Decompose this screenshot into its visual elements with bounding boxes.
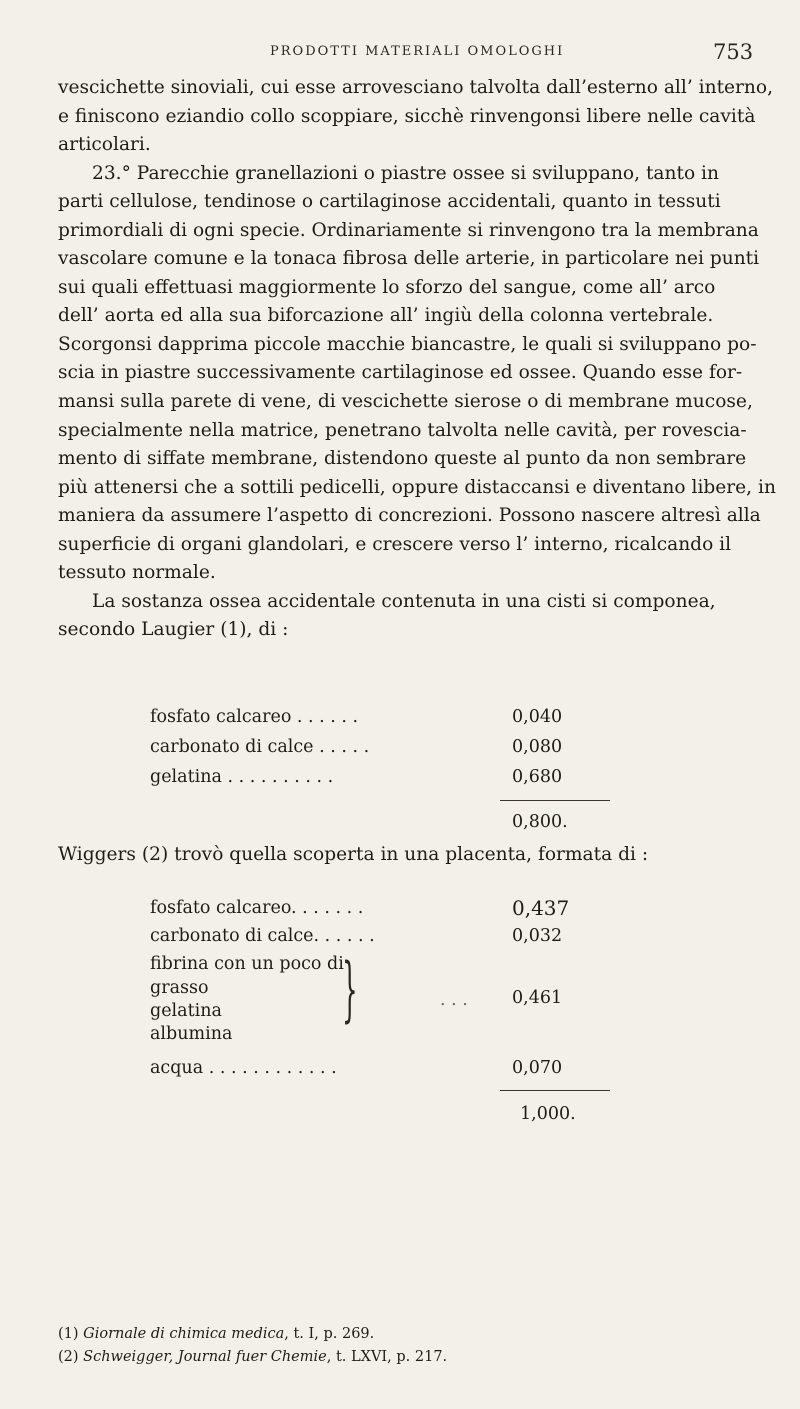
text-line: mansi sulla parete di vene, di vescichette sierose o di membrane mucose, [58, 391, 753, 413]
running-head: PRODOTTI MATERIALI OMOLOGHI [270, 44, 565, 59]
table-row [150, 898, 363, 918]
group-label: gelatina [150, 1001, 222, 1021]
text-line: secondo Laugier (1), di : [58, 619, 289, 641]
row-value: 0,437 [512, 896, 570, 920]
table-total: 1,000. [520, 1104, 576, 1124]
sum-rule [500, 1090, 610, 1091]
row-value: 0,032 [512, 926, 563, 946]
text-line: parti cellulose, tendinose o cartilaginose accidentali, quanto in tessuti [58, 191, 721, 213]
footnotes [58, 1323, 447, 1369]
table-row [150, 737, 369, 757]
group-value: 0,461 [512, 988, 563, 1008]
sum-rule [500, 800, 610, 801]
text-line: dell’ aorta ed alla sua biforcazione all’ ingiù della colonna vertebrale. [58, 305, 714, 327]
table-row [150, 767, 333, 787]
text-line: articolari. [58, 134, 151, 156]
row-label: carbonato di calce. . . . . . [150, 926, 375, 946]
text-line: vescichette sinoviali, cui esse arrovesciano talvolta dall’esterno all’ interno, [58, 77, 774, 98]
group-label: grasso [150, 978, 209, 998]
text-line: vascolare comune e la tonaca fibrosa delle arterie, in particolare nei punti [58, 248, 760, 270]
footnote-ref: , t. I, p. 269. [284, 1326, 375, 1342]
page-header [0, 40, 800, 68]
row-label: gelatina . . . . . . . . . . [150, 767, 334, 787]
text-line: La sostanza ossea accidentale contenuta in una cisti si componea, [92, 590, 716, 612]
row-value: 0,040 [512, 707, 563, 727]
text-line: sui quali effettuasi maggiormente lo sforzo del sangue, come all’ arco [58, 276, 716, 298]
body-text [58, 74, 776, 645]
curly-brace-icon: } [342, 948, 358, 1030]
text-line: e finiscono eziandio collo scoppiare, sicchè rinvengonsi libere nelle cavità [58, 105, 756, 127]
text-line: 23.° Parecchie granellazioni o piastre ossee si sviluppano, tanto in [92, 162, 719, 184]
group-label: fibrina con un poco di [150, 954, 344, 974]
table-total: 0,800. [512, 812, 568, 832]
row-label: acqua . . . . . . . . . . . . [150, 1058, 337, 1078]
row-value: 0,070 [512, 1058, 563, 1078]
footnote [58, 1323, 447, 1346]
footnote [58, 1346, 447, 1369]
wiggers-intro: Wiggers (2) trovò quella scoperta in una placenta, formata di : [58, 844, 649, 865]
text-line: più attenersi che a sottili pedicelli, oppure distaccansi e diventano libere, in [58, 476, 776, 498]
page-number: 753 [713, 40, 754, 64]
text-line: Scorgonsi dapprima piccole macchie biancastre, le quali si sviluppano po- [58, 333, 757, 355]
row-label: carbonato di calce . . . . . [150, 737, 370, 757]
text-line: scia in piastre successivamente cartilaginose ed ossee. Quando esse for- [58, 362, 743, 384]
row-label: fosfato calcareo. . . . . . . [150, 898, 364, 918]
row-label: fosfato calcareo . . . . . . [150, 707, 359, 727]
text-line: primordiali di ogni specie. Ordinariamente si rinvengono tra la membrana [58, 219, 759, 241]
row-value: 0,080 [512, 737, 563, 757]
text-line: maniera da assumere l’aspetto di concrezioni. Possono nascere altresì alla [58, 505, 761, 527]
footnote-source: Schweigger, Journal fuer Chemie [83, 1349, 327, 1365]
text-line: tessuto normale. [58, 562, 216, 584]
footnote-mark: (1) [58, 1326, 79, 1342]
group-label: albumina [150, 1024, 233, 1044]
footnote-ref: , t. LXVI, p. 217. [326, 1349, 448, 1365]
table-row [150, 1058, 337, 1078]
text-line: superficie di organi glandolari, e crescere verso l’ interno, ricalcando il [58, 533, 732, 555]
text-line: mento di siffate membrane, distendono queste al punto da non sembrare [58, 448, 747, 470]
text-line: specialmente nella matrice, penetrano talvolta nelle cavità, per rovescia- [58, 419, 747, 441]
footnote-source: Giornale di chimica medica [83, 1326, 285, 1342]
table-row [150, 707, 358, 727]
table-row [150, 926, 375, 946]
footnote-mark: (2) [58, 1349, 79, 1365]
group-dots: . . . [440, 990, 468, 1010]
row-value: 0,680 [512, 767, 563, 787]
